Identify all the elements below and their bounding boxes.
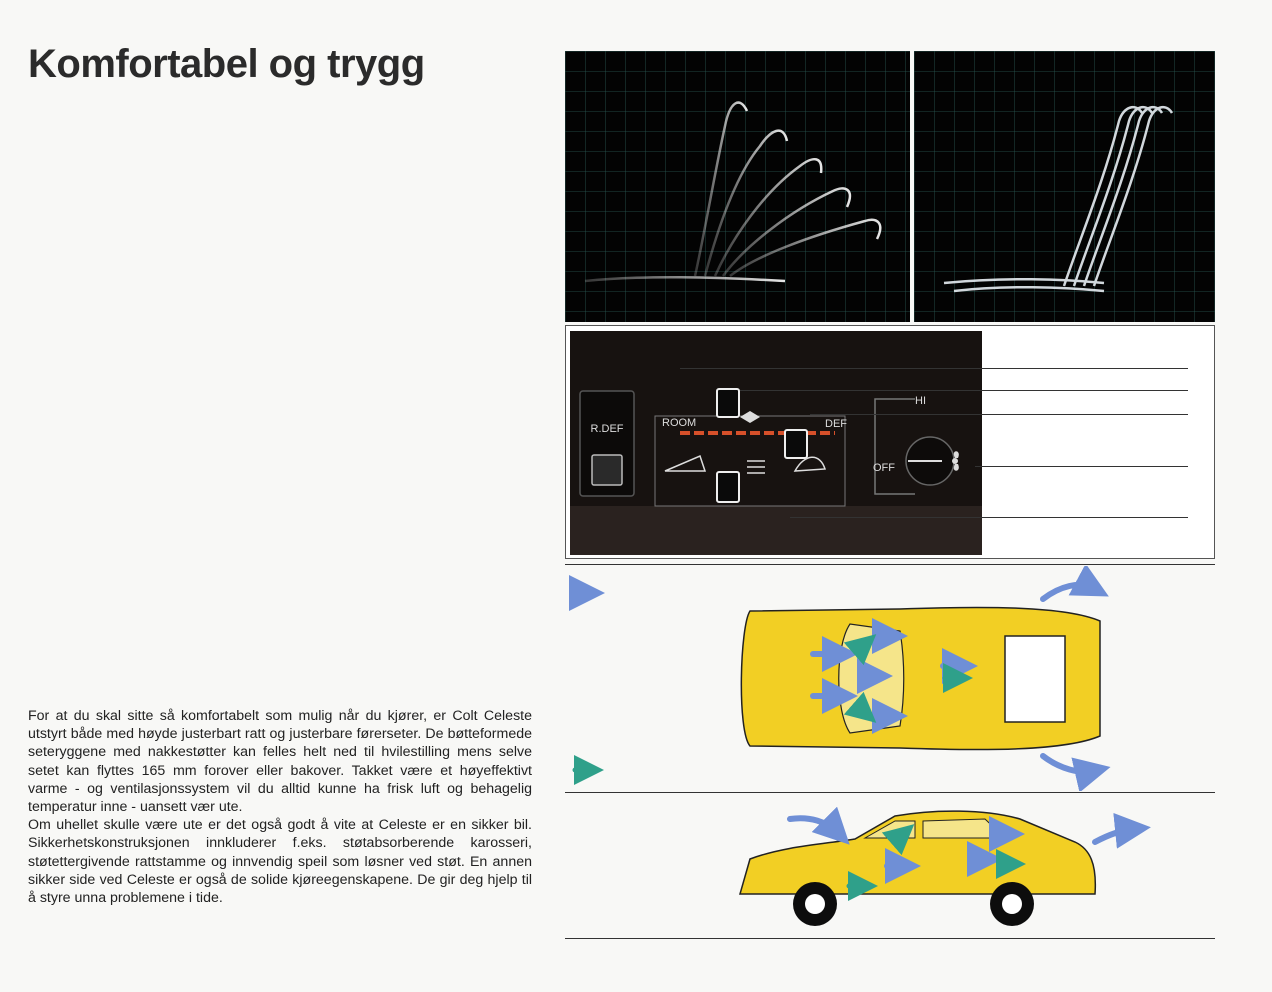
divider [565,792,1215,793]
rear-hubcap [1002,894,1022,914]
paragraph-safety: Om uhellet skulle være ute er det også godt å vite at Celeste er en sikker bil. Sikkerhetskonstruksjonen innkluderer f.eks. støtabsorberende karosseri, støtettergivende rattstamme og innvendig speil som løsner ved støt. En annen sikker side ved Celeste er også de solide kjøreegenskapene. De gir deg hjelp til å styre unna problemene i tide. [28,817,532,907]
divider [565,938,1215,939]
front-hubcap [805,894,825,914]
mode-slider-knob[interactable] [717,389,739,417]
rear-window [1005,636,1065,722]
room-label: ROOM [662,417,697,429]
leader-line [790,517,1188,518]
seat-recline-photo [565,51,910,322]
leader-line [810,414,1188,415]
leader-line [680,368,1188,369]
body-text [28,707,532,907]
car-body-side [740,811,1095,894]
leader-line [740,390,1188,391]
heater-control-photo [570,331,982,555]
temperature-slider-knob[interactable] [785,430,807,458]
page-title: Komfortabel og trygg [28,42,425,86]
rear-defrost-label: R.DEF [590,423,624,435]
divider [565,564,1215,565]
fan-hi-label: HI [915,395,926,407]
seat-slide-photo [914,51,1215,322]
leader-line [975,466,1188,467]
airflow-side-view-diagram [565,794,1215,937]
paragraph-comfort: For at du skal sitte så komfortabelt som mulig når du kjører, er Colt Celeste utstyrt både med høyde justerbart ratt og justerbare førerseter. De bøtteformede seteryggene med nakkestøtter kan felles helt ned til hvilestilling mens selve setet kan flyttes 165 mm forover eller bakover. Takket være et høyeffektivt varme - og ventilasjonssystem vil du alltid kunne ha frisk luft og behagelig temperatur inne - uansett vær ute. [28,708,532,816]
rear-defrost-switch[interactable] [592,455,622,485]
air-intake-slider-knob[interactable] [717,472,739,502]
fan-off-label: OFF [873,462,895,474]
airflow-top-view-diagram [565,566,1215,791]
def-label: DEF [825,418,847,430]
